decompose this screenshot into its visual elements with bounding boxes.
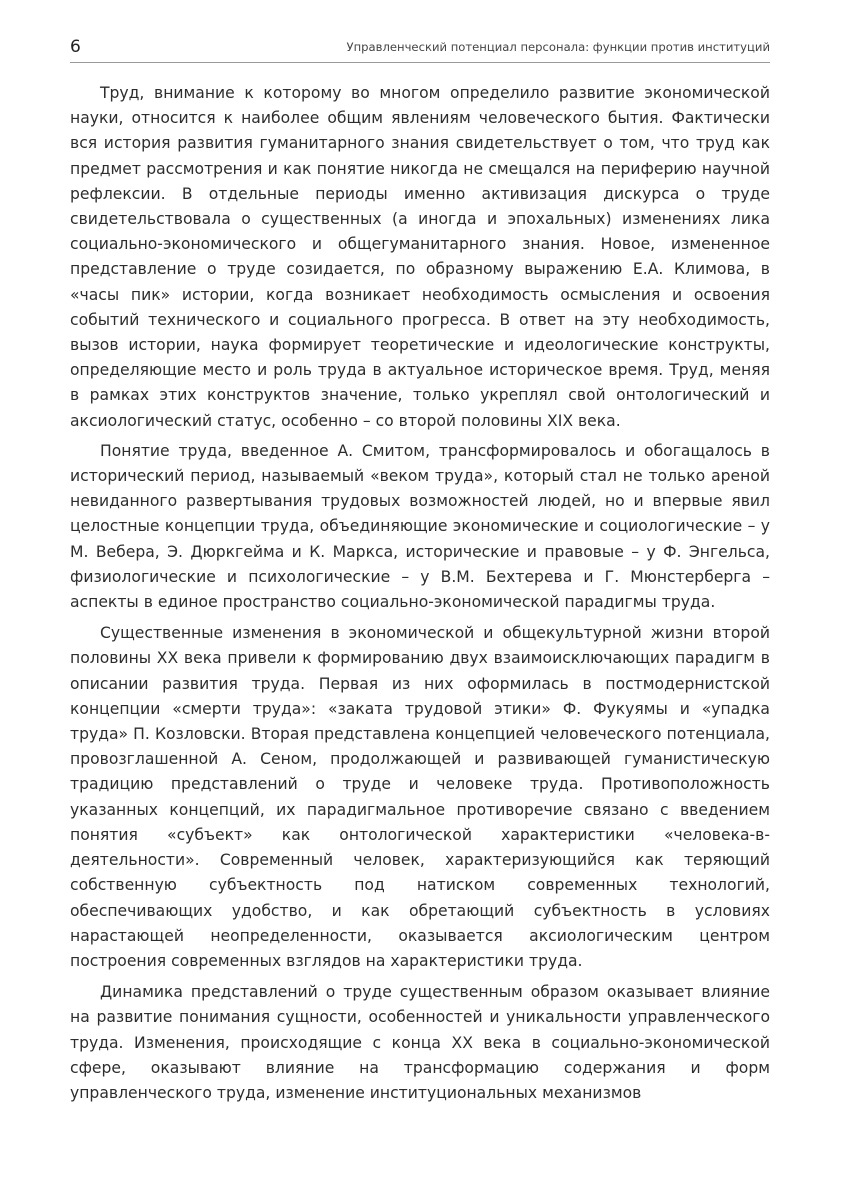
paragraph-3: Существенные изменения в экономической и общекультурной жизни второй половины XX века привели к формированию двух взаимоисключающих парадигм в описании развития труда. Первая из них оформилась в постмодернистской концепции «смерти труда»: «заката трудовой этики» Ф. Фукуямы и «упадка труда» П. Козловски. Вторая представлена концепцией человеческого потенциала, провозглашенной А. Сеном, продолжающей и развивающей гуманистическую традицию представлений о труде и человеке труда. Противоположность указанных концепций, их парадигмальное противоречие связано с введением понятия «субъект» как онтологической характеристики «человека-в-деятельности». Современный человек, характеризующийся как теряющий собственную субъектность под натиском современных технологий, обеспечивающих удобство, и как обретающий субъектность в условиях нарастающей неопределенности, оказывается аксиологическим центром построения современных взглядов на характеристики труда. [70,624,770,970]
running-title: Управленческий потенциал персонала: функции против институций [346,40,770,54]
paragraph-1: Труд, внимание к которому во многом определило развитие экономической науки, относится к наиболее общим явлениям человеческого бытия. Фактически вся история развития гуманитарного знания свидетельствует о том, что труд как предмет рассмотрения и как понятие никогда не смещался на периферию научной рефлексии. В отдельные периоды именно активизация дискурса о труде свидетельствовала о существенных (а иногда и эпохальных) изменениях лика социально-экономического и общегуманитарного знания. Новое, измененное представление о труде созидается, по образному выражению Е.А. Климова, в «часы пик» истории, когда возникает необходимость осмысления и освоения событий технического и социального прогресса. В ответ на эту необходимость, вызов истории, наука формирует теоретические и идеологические конструкты, определяющие место и роль труда в актуальное историческое время. Труд, меняя в рамках этих конструктов значение, только укреплял свой онтологический и аксиологический статус, особенно – со второй половины XIX века. [70,84,770,430]
page-number: 6 [70,37,81,57]
paragraph-2: Понятие труда, введенное А. Смитом, трансформировалось и обогащалось в исторический период, называемый «веком труда», который стал не только ареной невиданного развертывания трудовых возможностей людей, но и впервые явил целостные концепции труда, объединяющие экономические и социологические – у М. Вебера, Э. Дюркгейма и К. Маркса, исторические и правовые – у Ф. Энгельса, физиологические и психологические – у В.М. Бехтерева и Г. Мюнстерберга – аспекты в единое пространство социально-экономической парадигмы труда. [70,441,770,612]
body-text [70,81,770,1106]
paragraph-4: Динамика представлений о труде существенным образом оказывает влияние на развитие понимания сущности, особенностей и уникальности управленческого труда. Изменения, происходящие с конца XX века в социально-экономической сфере, оказывают влияние на трансформацию содержания и форм управленческого труда, изменение институциональных механизмов [70,983,770,1102]
page-header [70,36,770,58]
header-divider [70,62,770,63]
